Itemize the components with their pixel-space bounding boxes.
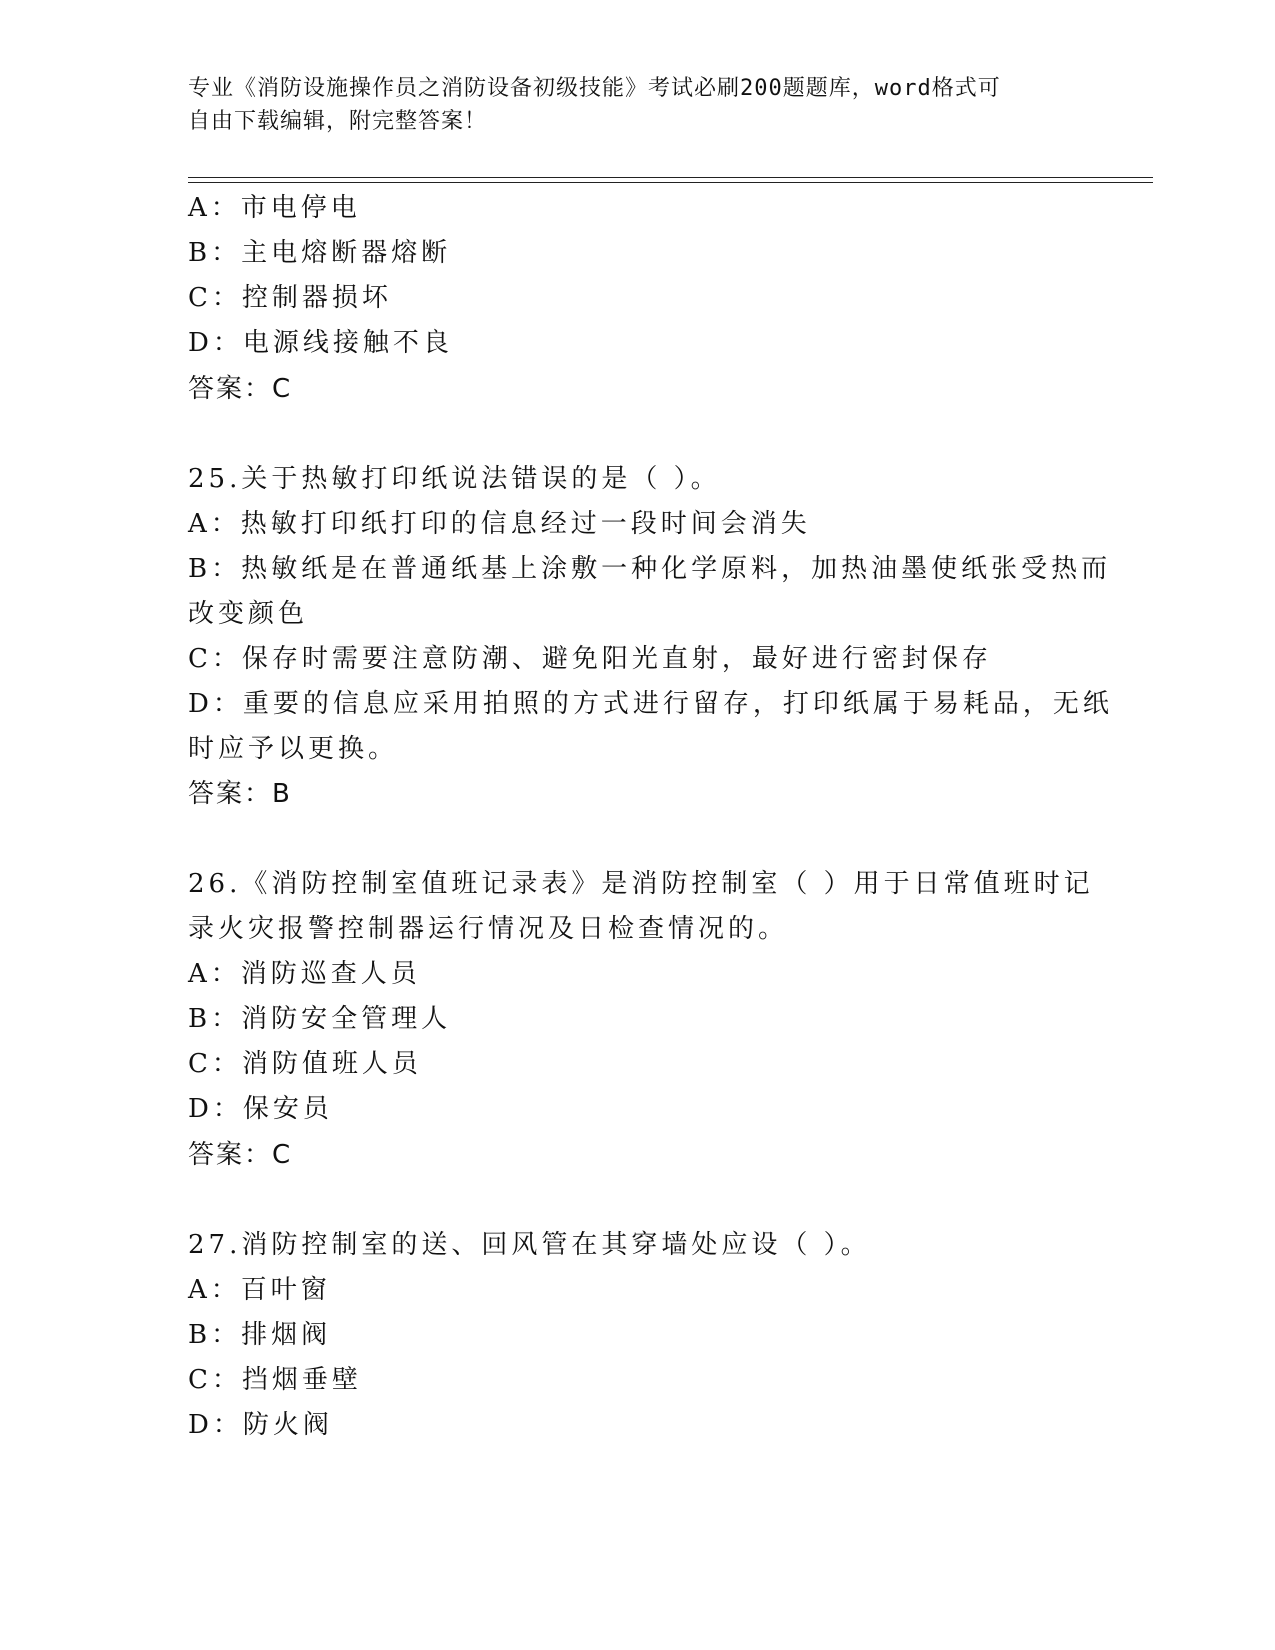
q25-stem: 25.关于热敏打印纸说法错误的是（ ）。	[188, 464, 721, 494]
header-divider-bottom	[188, 182, 1153, 183]
header-line-2: 自由下载编辑，附完整答案！	[188, 109, 488, 134]
q25-option-b-line2: 改变颜色	[188, 599, 309, 629]
q27-option-b: B：排烟阀	[188, 1320, 332, 1350]
q27-option-d: D：防火阀	[188, 1410, 333, 1440]
q26-option-b: B：消防安全管理人	[188, 1004, 452, 1034]
q26-option-a: A：消防巡查人员	[188, 959, 421, 989]
q25-answer: 答案：B	[188, 779, 292, 809]
q27-option-c: C：挡烟垂壁	[188, 1365, 362, 1395]
q24-option-a: A：市电停电	[188, 193, 361, 223]
q26-option-d: D：保安员	[188, 1094, 333, 1124]
q26-answer: 答案：C	[188, 1140, 293, 1170]
q25-option-a: A：热敏打印纸打印的信息经过一段时间会消失	[188, 509, 811, 539]
q26-stem-line2: 录火灾报警控制器运行情况及日检查情况的。	[188, 914, 789, 944]
q25-option-c: C：保存时需要注意防潮、避免阳光直射，最好进行密封保存	[188, 644, 992, 674]
q27-option-a: A：百叶窗	[188, 1275, 331, 1305]
q24-option-b: B：主电熔断器熔断	[188, 238, 452, 268]
q26-stem-line1: 26.《消防控制室值班记录表》是消防控制室（ ）用于日常值班时记	[188, 869, 1094, 899]
q25-option-d-line1: D：重要的信息应采用拍照的方式进行留存，打印纸属于易耗品，无纸	[188, 689, 1113, 719]
q25-option-b-line1: B：热敏纸是在普通纸基上涂敷一种化学原料，加热油墨使纸张受热而	[188, 554, 1112, 584]
header-line-1: 专业《消防设施操作员之消防设备初级技能》考试必刷200题题库，word格式可	[188, 76, 1001, 101]
q24-answer: 答案：C	[188, 374, 293, 404]
q24-option-d: D：电源线接触不良	[188, 328, 453, 358]
q27-stem: 27.消防控制室的送、回风管在其穿墙处应设（ ）。	[188, 1230, 871, 1260]
q25-option-d-line2: 时应予以更换。	[188, 734, 399, 764]
document-header	[188, 72, 1068, 138]
q24-option-c: C：控制器损坏	[188, 283, 392, 313]
q26-option-c: C：消防值班人员	[188, 1049, 422, 1079]
header-divider-top	[188, 177, 1153, 178]
